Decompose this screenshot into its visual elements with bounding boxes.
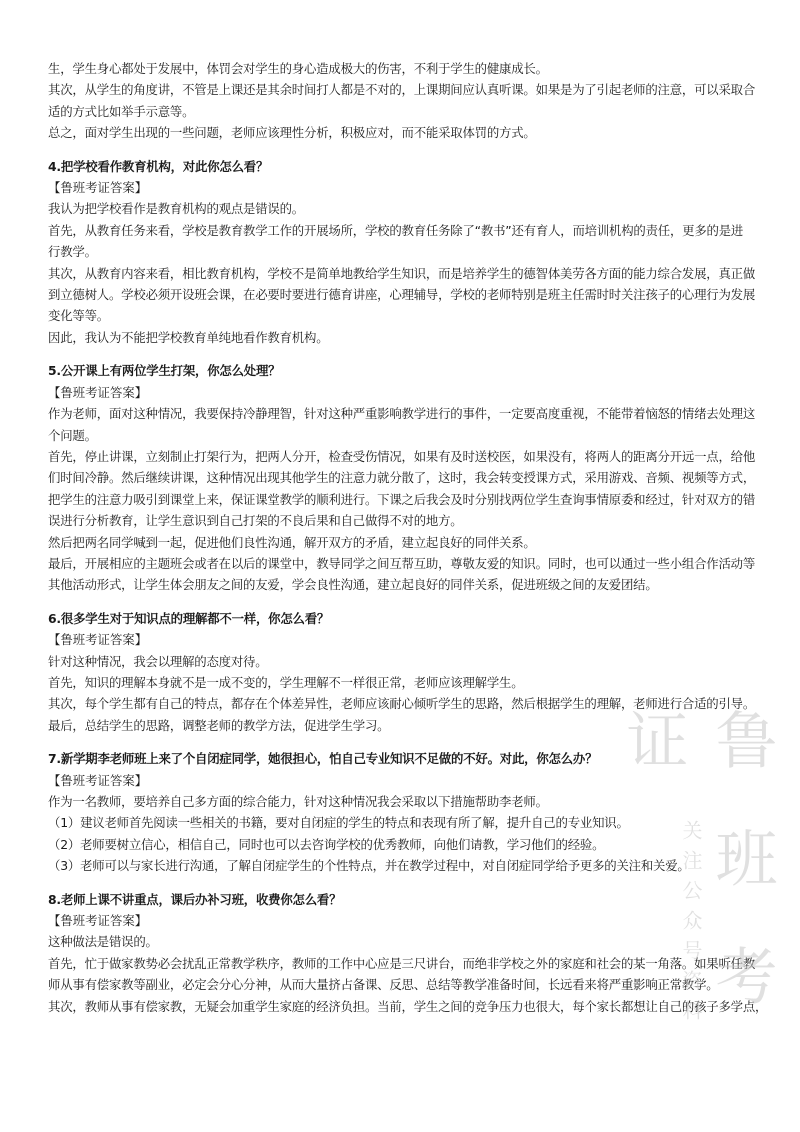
intro-line: 其次，从学生的角度讲，不管是上课还是其余时间打人都是不对的，上课期间应认真听课。如果是为了引起老师的注意，可以采取合 bbox=[48, 82, 756, 98]
answer-line: 误进行分析教育，让学生意识到自己打架的不良后果和自己做得不对的地方。 bbox=[48, 513, 463, 529]
answer-line: 最后，总结学生的思路，调整老师的教学方法，促进学生学习。 bbox=[48, 717, 390, 733]
answer-line: 我认为把学校看作是教育机构的观点是错误的。 bbox=[48, 201, 305, 217]
answer-tag: 【鲁班考证答案】 bbox=[48, 180, 148, 196]
answer-line: 然后把两名同学喊到一起，促进他们良性沟通，解开双方的矛盾，建立起良好的同伴关系。 bbox=[48, 534, 536, 550]
answer-line: 首先，停止讲课，立刻制止打架行为，把两人分开，检查受伤情况，如果有及时送校医，如果没有，将两人的距离分开远一点，给他 bbox=[48, 448, 756, 464]
intro-block bbox=[48, 58, 760, 144]
answer-line: 行教学。 bbox=[48, 244, 97, 260]
answer-line: 作为老师，面对这种情况，我要保持冷静理智，针对这种严重影响教学进行的事件，一定要高度重视，不能带着恼怒的情绪去处理这 bbox=[48, 406, 756, 422]
document-body bbox=[48, 58, 768, 1017]
answer-line: （3）老师可以与家长进行沟通，了解自闭症学生的个性特点，并在教学过程中，对自闭症同学给予更多的关注和关爱。 bbox=[48, 858, 690, 874]
answer-line: （1）建议老师首先阅读一些相关的书籍，要对自闭症的学生的特点和表现有所了解，提升自己的专业知识。 bbox=[48, 815, 629, 831]
question-title: 8.老师上课不讲重点，课后办补习班，收费你怎么看？ bbox=[48, 891, 342, 907]
question-title: 6.很多学生对于知识点的理解都不一样，你怎么看？ bbox=[48, 610, 330, 626]
section-6 bbox=[48, 608, 760, 736]
answer-line: 首先，忙于做家教势必会扰乱正常教学秩序，教师的工作中心应是三尺讲台，而绝非学校之外的家庭和社会的某一角落。如果听任教 bbox=[48, 955, 756, 971]
answer-line: 针对这种情况，我会以理解的态度对待。 bbox=[48, 653, 268, 669]
answer-line: 其次，每个学生都有自己的特点，都存在个体差异性，老师应该耐心倾听学生的思路，然后根据学生的理解，老师进行合适的引导。 bbox=[48, 696, 756, 712]
answer-line: 个问题。 bbox=[48, 427, 97, 443]
answer-line: 其他活动形式，让学生体会朋友之间的友爱，学会良性沟通，建立起良好的同伴关系，促进班级之间的友爱团结。 bbox=[48, 577, 658, 593]
answer-line: （2）老师要树立信心，相信自己，同时也可以去咨询学校的优秀教师，向他们请教，学习他们的经验。 bbox=[48, 836, 605, 852]
answer-line: 因此，我认为不能把学校教育单纯地看作教育机构。 bbox=[48, 329, 329, 345]
question-title: 4.把学校看作教育机构，对此你怎么看？ bbox=[48, 158, 269, 174]
section-5 bbox=[48, 360, 760, 595]
section-8 bbox=[48, 889, 768, 1017]
answer-line: 首先，从教育任务来看，学校是教育教学工作的开展场所，学校的教育任务除了“教书”还有育人，而培训机构的责任，更多的是进 bbox=[48, 222, 744, 238]
section-7 bbox=[48, 748, 760, 876]
answer-line: 其次，教师从事有偿家教，无疑会加重学生家庭的经济负担。当前，学生之间的竞争压力也很大，每个家长都想让自己的孩子多学点， bbox=[48, 998, 768, 1014]
answer-line: 到立德树人。学校必须开设班会课，在必要时要进行德育讲座，心理辅导，学校的老师特别是班主任需时时关注孩子的心理行为发展 bbox=[48, 287, 756, 303]
watermark-note: 关注公众号资料 bbox=[679, 820, 703, 1030]
intro-line: 生，学生身心都处于发展中，体罚会对学生的身心造成极大的伤害，不利于学生的健康成长。 bbox=[48, 61, 548, 76]
answer-line: 首先，知识的理解本身就不是一成不变的，学生理解不一样很正常，老师应该理解学生。 bbox=[48, 674, 524, 690]
answer-tag: 【鲁班考证答案】 bbox=[48, 632, 148, 648]
question-title: 7.新学期李老师班上来了个自闭症同学，她很担心，怕自己专业知识不足做的不好。对此，你怎么办？ bbox=[48, 751, 598, 767]
answer-line: 其次，从教育内容来看，相比教育机构，学校不是简单地教给学生知识，而是培养学生的德智体美劳各方面的能力综合发展，真正做 bbox=[48, 265, 756, 281]
watermark-brand: 鲁班考证 bbox=[616, 708, 778, 1062]
answer-line: 们时间冷静。然后继续讲课，这种情况出现其他学生的注意力就分散了，这时，我会转变授课方式，采用游戏、音频、视频等方式， bbox=[48, 470, 756, 486]
intro-line: 适的方式比如举手示意等。 bbox=[48, 103, 195, 119]
answer-line: 师从事有偿家教等副业，必定会分心分神，从而大量挤占备课、反思、总结等教学准备时间，长远看来将严重影响正常教学。 bbox=[48, 977, 719, 993]
question-title: 5.公开课上有两位学生打架，你怎么处理？ bbox=[48, 363, 281, 379]
answer-line: 作为一名教师，要培养自己多方面的综合能力，针对这种情况我会采取以下措施帮助李老师。 bbox=[48, 794, 548, 809]
answer-line: 这种做法是错误的。 bbox=[48, 934, 158, 950]
answer-tag: 【鲁班考证答案】 bbox=[48, 384, 148, 400]
answer-tag: 【鲁班考证答案】 bbox=[48, 772, 148, 788]
intro-line: 总之，面对学生出现的一些问题，老师应该理性分析，积极应对，而不能采取体罚的方式。 bbox=[48, 125, 536, 141]
answer-tag: 【鲁班考证答案】 bbox=[48, 913, 148, 929]
section-4 bbox=[48, 156, 760, 349]
answer-line: 最后，开展相应的主题班会或者在以后的课堂中，教导同学之间互帮互助，尊敬友爱的知识。同时，也可以通过一些小组合作活动等 bbox=[48, 555, 756, 571]
answer-line: 变化等等。 bbox=[48, 308, 109, 324]
answer-line: 把学生的注意力吸引到课堂上来，保证课堂教学的顺利进行。下课之后我会及时分别找两位学生查询事情原委和经过，针对双方的错 bbox=[48, 491, 756, 507]
